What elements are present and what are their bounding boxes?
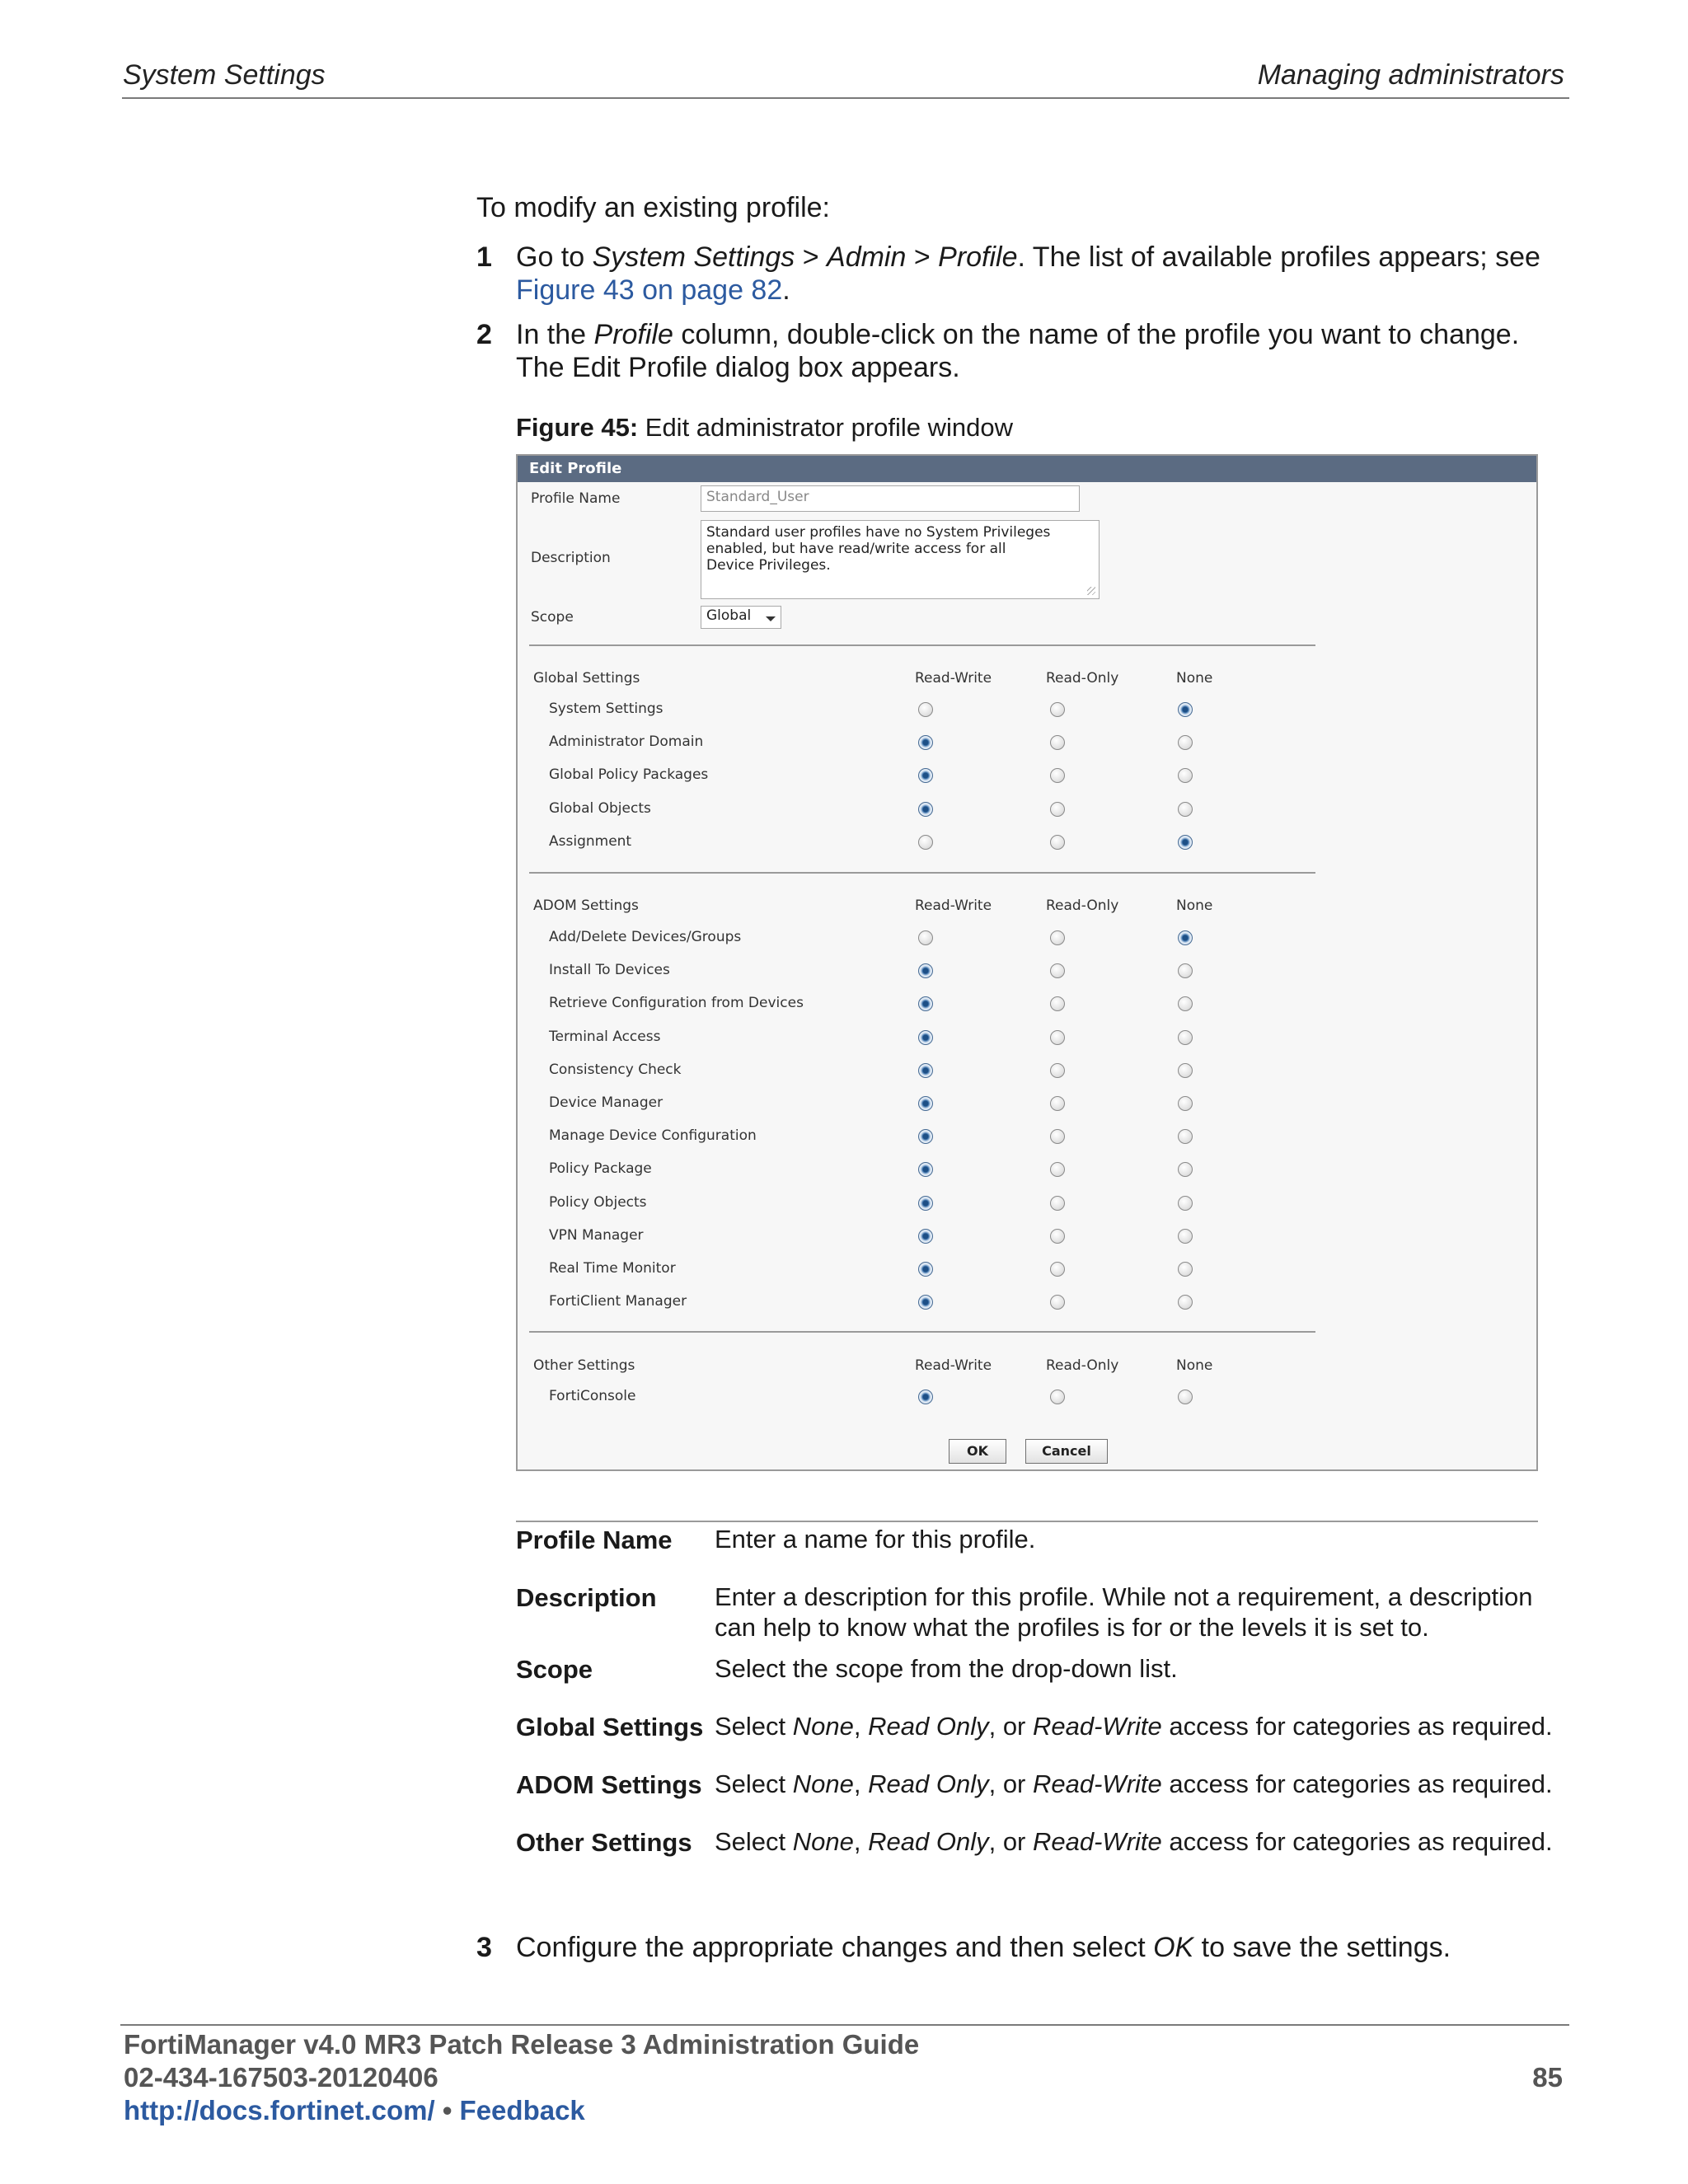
definition-line: Select None, Read Only, or Read-Write access for categories as required. (715, 1827, 1553, 1856)
access-radio[interactable] (1178, 1129, 1193, 1144)
description-line: Standard user profiles have no System Privileges (706, 524, 1051, 541)
access-radio[interactable] (1050, 735, 1065, 750)
setting-row-label: Policy Objects (549, 1193, 647, 1211)
access-radio[interactable] (1050, 1096, 1065, 1111)
definition-term: ADOM Settings (516, 1770, 702, 1799)
access-radio[interactable] (918, 1129, 933, 1144)
access-radio[interactable] (1050, 1030, 1065, 1045)
definition-line: can help to know what the profiles is for or the levels it is set to. (715, 1613, 1429, 1642)
column-header: None (1176, 670, 1213, 687)
column-header: Read-Only (1046, 670, 1119, 687)
description-line: Device Privileges. (706, 557, 831, 574)
access-radio[interactable] (1050, 702, 1065, 717)
access-radio[interactable] (918, 1162, 933, 1177)
access-radio[interactable] (918, 1096, 933, 1111)
description-label: Description (531, 550, 611, 566)
table-rule (516, 1521, 1538, 1522)
access-radio[interactable] (918, 768, 933, 783)
definition-text (715, 1826, 1553, 1857)
column-header: None (1176, 898, 1213, 914)
definition-line: Select None, Read Only, or Read-Write access for categories as required. (715, 1769, 1553, 1798)
chevron-down-icon (766, 616, 776, 621)
access-radio[interactable] (1050, 768, 1065, 783)
access-radio[interactable] (1178, 702, 1193, 717)
footer-bullet: • (434, 2095, 460, 2125)
definition-text (715, 1524, 1035, 1554)
running-header-left: System Settings (123, 59, 326, 91)
access-radio[interactable] (1178, 1295, 1193, 1310)
access-radio[interactable] (918, 1295, 933, 1310)
cancel-button[interactable]: Cancel (1025, 1439, 1108, 1464)
scope-label: Scope (531, 609, 574, 626)
setting-row-label: Terminal Access (549, 1028, 661, 1045)
setting-row-label: Global Policy Packages (549, 766, 709, 784)
access-radio[interactable] (918, 1229, 933, 1244)
access-radio[interactable] (1178, 996, 1193, 1011)
access-radio[interactable] (1050, 1229, 1065, 1244)
setting-row-label: Install To Devices (549, 962, 670, 979)
access-radio[interactable] (1050, 802, 1065, 817)
setting-row-label: Administrator Domain (549, 733, 704, 751)
figure-43-link[interactable]: Figure 43 on page 82 (516, 274, 783, 306)
definition-term: Other Settings (516, 1828, 692, 1857)
access-radio[interactable] (1178, 802, 1193, 817)
step-2-text: In the Profile column, double-click on the name of the profile you want to change. (516, 319, 1520, 350)
setting-row-label: Policy Package (549, 1160, 652, 1178)
profile-name-input[interactable]: Standard_User (701, 485, 1080, 512)
dialog-title: Edit Profile (518, 456, 1536, 482)
step-3-text: Configure the appropriate changes and then select OK to save the settings. (516, 1932, 1451, 1963)
group-title: ADOM Settings (533, 898, 639, 914)
access-radio[interactable] (1050, 1196, 1065, 1211)
setting-row-label: Assignment (549, 832, 632, 850)
setting-row-label: Retrieve Configuration from Devices (549, 995, 804, 1012)
access-radio[interactable] (1178, 1030, 1193, 1045)
column-header: Read-Write (915, 1357, 992, 1374)
definition-text (715, 1582, 1532, 1643)
access-radio[interactable] (1050, 1390, 1065, 1404)
description-line: enabled, but have read/write access for all (706, 541, 1006, 557)
group-title: Other Settings (533, 1357, 635, 1374)
setting-row-label: System Settings (549, 701, 663, 717)
definition-term: Profile Name (516, 1526, 673, 1554)
access-radio[interactable] (918, 1390, 933, 1404)
access-radio[interactable] (918, 735, 933, 750)
footer-title: FortiManager v4.0 MR3 Patch Release 3 Administration Guide (124, 2029, 920, 2060)
access-radio[interactable] (918, 963, 933, 978)
definition-line: Select the scope from the drop-down list. (715, 1654, 1178, 1683)
intro-text: To modify an existing profile: (476, 192, 830, 223)
access-radio[interactable] (1050, 963, 1065, 978)
setting-row-label: Real Time Monitor (549, 1260, 676, 1277)
access-radio[interactable] (1178, 735, 1193, 750)
setting-row-label: Manage Device Configuration (549, 1127, 757, 1145)
definition-text (715, 1711, 1553, 1741)
definition-text (715, 1653, 1178, 1684)
setting-row-label: Device Manager (549, 1094, 663, 1111)
resize-grip-icon[interactable] (1087, 587, 1095, 595)
step-number: 3 (476, 1932, 492, 1963)
header-rule (122, 97, 1569, 99)
section-divider (529, 1331, 1315, 1333)
access-radio[interactable] (1178, 1096, 1193, 1111)
access-radio[interactable] (1178, 768, 1193, 783)
setting-row-label: VPN Manager (549, 1226, 644, 1244)
setting-row-label: Consistency Check (549, 1061, 682, 1078)
definition-term: Description (516, 1583, 657, 1612)
access-radio[interactable] (1050, 996, 1065, 1011)
access-radio[interactable] (1178, 1196, 1193, 1211)
step-1-line-2: Figure 43 on page 82. (516, 274, 790, 306)
group-title: Global Settings (533, 670, 640, 687)
step-2-line-2: The Edit Profile dialog box appears. (516, 352, 960, 383)
profile-name-label: Profile Name (531, 490, 621, 507)
access-radio[interactable] (918, 802, 933, 817)
access-radio[interactable] (1178, 1229, 1193, 1244)
definition-line: Enter a description for this profile. While not a requirement, a description (715, 1582, 1533, 1611)
definition-line: Enter a name for this profile. (715, 1525, 1036, 1554)
access-radio[interactable] (1178, 835, 1193, 850)
access-radio[interactable] (1178, 930, 1193, 945)
setting-row-label: FortiConsole (549, 1388, 636, 1404)
footer-links (124, 2095, 585, 2126)
definition-term: Global Settings (516, 1713, 704, 1741)
scope-select[interactable] (701, 606, 781, 629)
figure-caption: Figure 45: Edit administrator profile window (516, 413, 1014, 442)
access-radio[interactable] (918, 996, 933, 1011)
definition-text (715, 1769, 1553, 1799)
access-radio[interactable] (1050, 835, 1065, 850)
column-header: Read-Only (1046, 898, 1119, 914)
docs-url-link[interactable]: http://docs.fortinet.com/ (124, 2095, 435, 2125)
access-radio[interactable] (918, 702, 933, 717)
access-radio[interactable] (1178, 1390, 1193, 1404)
column-header: Read-Write (915, 670, 992, 687)
access-radio[interactable] (918, 1030, 933, 1045)
access-radio[interactable] (918, 1196, 933, 1211)
access-radio[interactable] (1050, 1129, 1065, 1144)
description-textarea[interactable] (701, 520, 1100, 599)
column-header: Read-Write (915, 898, 992, 914)
setting-row-label: Add/Delete Devices/Groups (549, 929, 742, 945)
access-radio[interactable] (1050, 1262, 1065, 1277)
step-number: 1 (476, 241, 492, 273)
setting-row-label: Global Objects (549, 799, 651, 817)
access-radio[interactable] (1178, 1262, 1193, 1277)
setting-row-label: FortiClient Manager (549, 1293, 687, 1310)
definition-term: Scope (516, 1655, 593, 1684)
scope-selected-value: Global (706, 607, 752, 624)
footer-doc-id: 02-434-167503-20120406 (124, 2062, 438, 2093)
feedback-link[interactable]: Feedback (459, 2095, 585, 2125)
access-radio[interactable] (918, 1063, 933, 1078)
access-radio[interactable] (1178, 1162, 1193, 1177)
section-divider (529, 644, 1315, 646)
access-radio[interactable] (1050, 1162, 1065, 1177)
running-header-right: Managing administrators (1257, 59, 1564, 91)
footer-rule (120, 2024, 1569, 2026)
column-header: None (1176, 1357, 1213, 1374)
section-divider (529, 872, 1315, 874)
access-radio[interactable] (918, 1262, 933, 1277)
page-number: 85 (1532, 2062, 1563, 2093)
access-radio[interactable] (1050, 1295, 1065, 1310)
access-radio[interactable] (1178, 1063, 1193, 1078)
definition-line: Select None, Read Only, or Read-Write access for categories as required. (715, 1712, 1553, 1741)
access-radio[interactable] (1178, 963, 1193, 978)
access-radio[interactable] (1050, 1063, 1065, 1078)
step-number: 2 (476, 319, 492, 350)
access-radio[interactable] (918, 835, 933, 850)
ok-button[interactable]: OK (949, 1439, 1006, 1464)
access-radio[interactable] (918, 930, 933, 945)
column-header: Read-Only (1046, 1357, 1119, 1374)
step-1-text: Go to System Settings > Admin > Profile. The list of available profiles appears; see (516, 241, 1540, 273)
access-radio[interactable] (1050, 930, 1065, 945)
edit-profile-dialog (516, 454, 1538, 1471)
